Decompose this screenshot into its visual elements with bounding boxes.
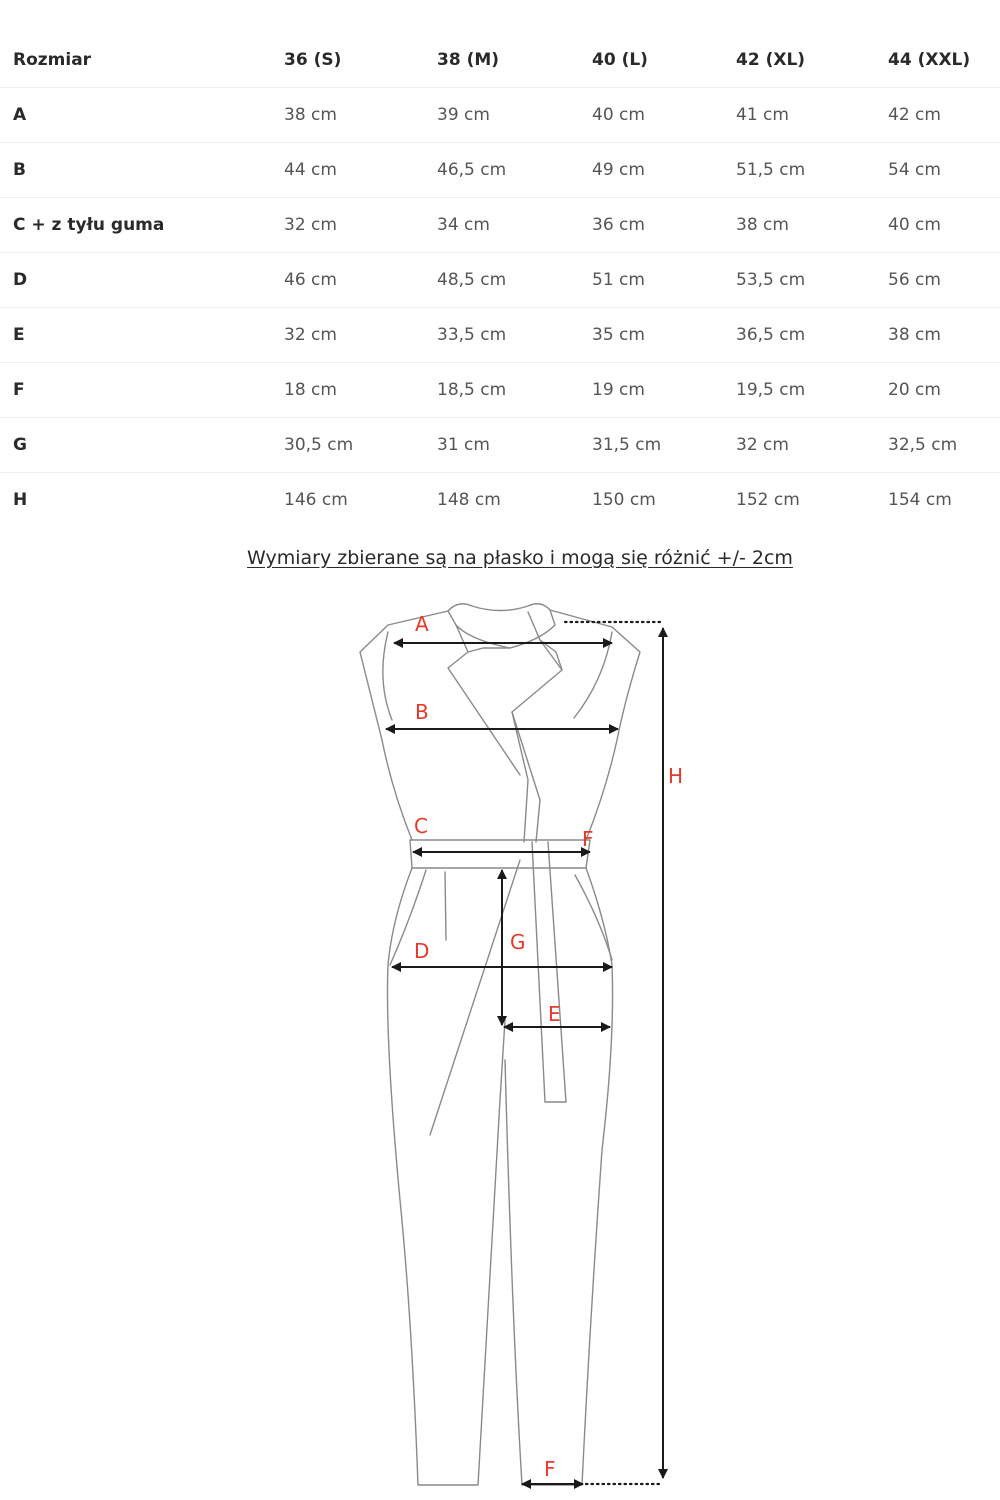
table-cell: 39 cm [424, 88, 579, 143]
table-cell: 154 cm [888, 490, 952, 510]
table-cell: 40 cm [875, 198, 1000, 253]
table-cell: 31,5 cm [579, 418, 723, 473]
label-f-hem: F [544, 1457, 556, 1481]
row-label: G [0, 418, 271, 473]
table-cell: 35 cm [579, 308, 723, 363]
wrap-front [512, 712, 528, 842]
label-b: B [415, 700, 429, 724]
header-cell-size: Rozmiar [0, 33, 271, 88]
table-cell: 31 cm [424, 418, 579, 473]
table-cell: 48,5 cm [424, 253, 579, 308]
table-cell: 41 cm [723, 88, 875, 143]
table-cell: 34 cm [424, 198, 579, 253]
row-label: E [0, 308, 271, 363]
table-cell: 40 cm [579, 88, 723, 143]
row-label: A [0, 88, 271, 143]
table-cell: 54 cm [875, 143, 1000, 198]
row-label: B [0, 143, 271, 198]
table-cell: 32 cm [271, 198, 424, 253]
table-cell: 36 cm [579, 198, 723, 253]
table-cell: 44 cm [271, 143, 424, 198]
table-cell: 33,5 cm [424, 308, 579, 363]
table-cell: 51 cm [579, 253, 723, 308]
table-cell: 150 cm [592, 490, 656, 510]
label-d: D [414, 939, 430, 963]
bodice-left-outline [360, 611, 448, 840]
table-cell: 51,5 cm [723, 143, 875, 198]
label-g: G [510, 930, 526, 954]
label-f-waist: F [582, 827, 594, 851]
table-cell: 38 cm [875, 308, 1000, 363]
label-c: C [414, 814, 428, 838]
table-cell: 32 cm [723, 418, 875, 473]
table-cell: 19 cm [579, 363, 723, 418]
row-label: C + z tyłu guma [0, 198, 271, 253]
table-cell: 32 cm [271, 308, 424, 363]
header-cell-42: 42 (XL) [723, 33, 875, 88]
table-cell: 49 cm [579, 143, 723, 198]
row-label: D [0, 253, 271, 308]
bodice-right-outline [550, 610, 640, 840]
right-lapel [512, 612, 562, 842]
table-cell: 42 cm [875, 88, 1000, 143]
table-cell: 46,5 cm [424, 143, 579, 198]
jumpsuit-outline [360, 604, 640, 1485]
table-cell: 46 cm [271, 253, 424, 308]
label-e: E [548, 1002, 561, 1026]
table-cell: 30,5 cm [271, 418, 424, 473]
measurement-note: Wymiary zbierane są na płasko i mogą się różnić +/- 2cm [247, 547, 793, 569]
belt-tie [532, 842, 566, 1102]
header-cell-40: 40 (L) [579, 33, 723, 88]
label-h: H [668, 764, 684, 788]
label-a: A [415, 612, 429, 636]
table-cell: 146 cm [284, 490, 348, 510]
right-armhole [574, 632, 612, 718]
table-cell: 38 cm [271, 88, 424, 143]
table-cell: 32,5 cm [875, 418, 1000, 473]
left-armhole [383, 632, 392, 720]
table-cell: 19,5 cm [723, 363, 875, 418]
table-cell: 53,5 cm [723, 253, 875, 308]
table-cell: 18,5 cm [424, 363, 579, 418]
header-cell-36: 36 (S) [271, 33, 424, 88]
table-cell: 18 cm [271, 363, 424, 418]
table-cell: 36,5 cm [723, 308, 875, 363]
row-label: F [0, 363, 271, 418]
table-cell: 38 cm [723, 198, 875, 253]
left-pocket [445, 872, 446, 940]
waistband [410, 840, 590, 868]
table-cell: 20 cm [875, 363, 1000, 418]
table-cell: 148 cm [437, 490, 501, 510]
header-cell-38: 38 (M) [424, 33, 579, 88]
collar-outline [448, 604, 555, 648]
right-leg-outline [505, 868, 613, 1485]
row-label: H [13, 490, 28, 510]
table-cell: 152 cm [736, 490, 800, 510]
header-cell-44: 44 (XXL) [875, 33, 1000, 88]
lapel-notch-left [468, 648, 510, 652]
table-cell: 56 cm [875, 253, 1000, 308]
